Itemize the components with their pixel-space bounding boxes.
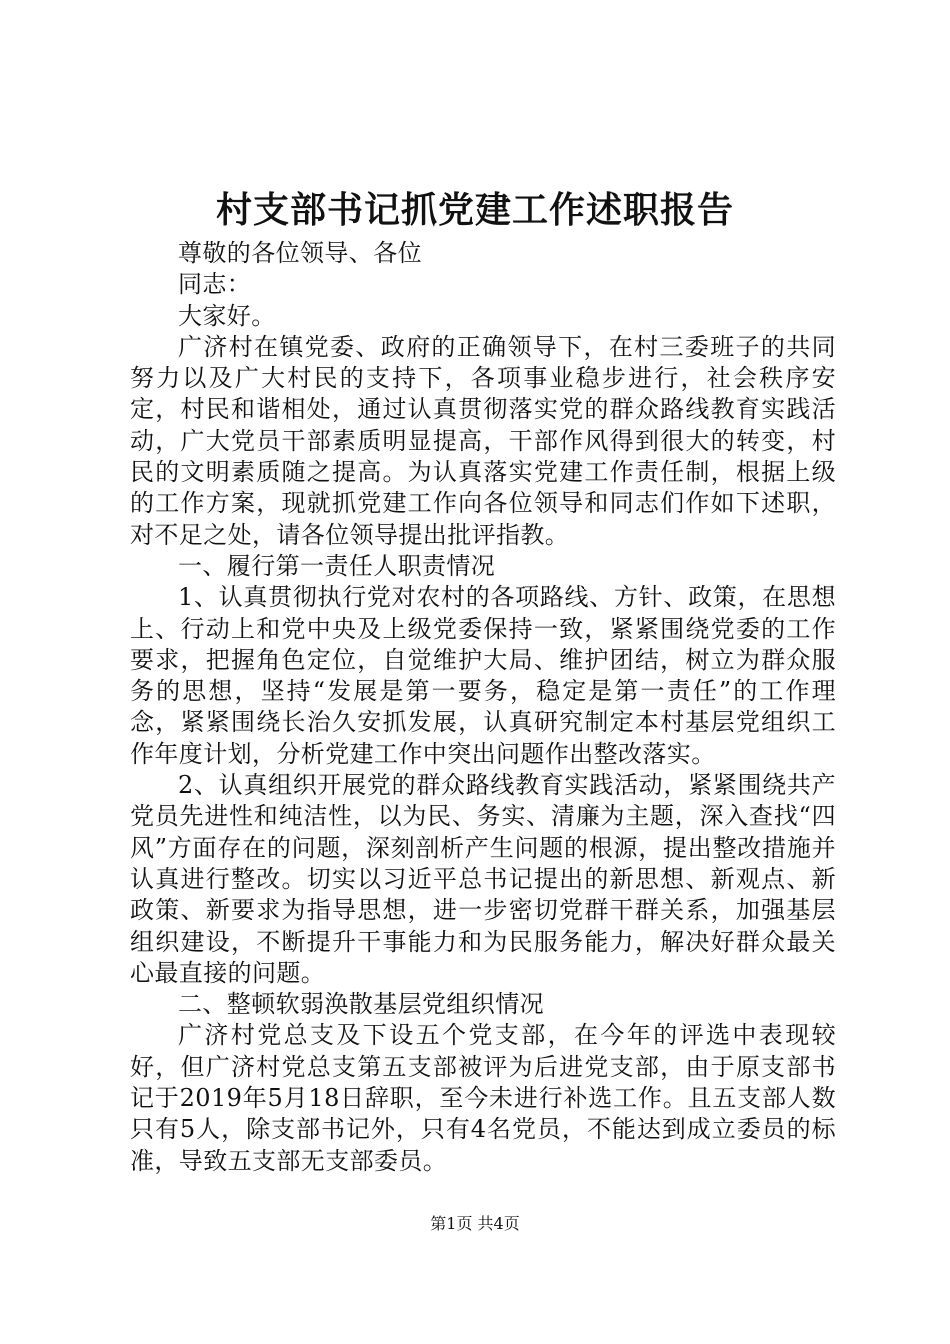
section-heading: 一、履行第一责任人职责情况 <box>178 551 496 580</box>
greeting-line: 大家好。 <box>178 301 276 330</box>
body-paragraph: 2、认真组织开展党的群众路线教育实践活动，紧紧围绕共产党员先进性和纯洁性，以为民、务实、清廉为主题，深入查找“四风”方面存在的问题，深刻剖析产生问题的根源，提出整改措施并认真进行整改。切实以习近平总书记提出的新思想、新观点、新政策、新要求为指导思想，进一步密切党群干群关系，加强基层组织建设，不断提升干事能力和为民服务能力，解决好群众最关心最直接的问题。 <box>130 771 836 987</box>
body-paragraph: 广济村党总支及下设五个党支部，在今年的评选中表现较好，但广济村党总支第五支部被评为后进党支部，由于原支部书记于2019年5月18日辞职，至今未进行补选工作。且五支部人数只有5人，除支部书记外，只有4名党员，不能达到成立委员的标准，导致五支部无支部委员。 <box>130 1021 836 1175</box>
document-title: 村支部书记抓党建工作述职报告 <box>215 189 734 231</box>
section-heading: 二、整顿软弱涣散基层党组织情况 <box>178 990 544 1019</box>
body-paragraph: 1、认真贯彻执行党对农村的各项路线、方针、政策，在思想上、行动上和党中央及上级党委保持一致，紧紧围绕党委的工作要求，把握角色定位，自觉维护大局、维护团结，树立为群众服务的思想，坚持“发展是第一要务，稳定是第一责任”的工作理念，紧紧围绕长治久安抓发展，认真研究制定本村基层党组织工作年度计划，分析党建工作中突出问题作出整改落实。 <box>130 583 836 768</box>
body-paragraph: 广济村在镇党委、政府的正确领导下，在村三委班子的共同努力以及广大村民的支持下，各项事业稳步进行，社会秩序安定，村民和谐相处，通过认真贯彻落实党的群众路线教育实践活动，广大党员干部素质明显提高，干部作风得到很大的转变，村民的文明素质随之提高。为认真落实党建工作责任制，根据上级的工作方案，现就抓党建工作向各位领导和同志们作如下述职，对不足之处，请各位领导提出批评指教。 <box>130 332 836 549</box>
greeting-line: 同志： <box>178 270 252 299</box>
document-body <box>130 238 836 1177</box>
page-footer: 第1页 共4页 <box>430 1214 520 1233</box>
greeting-line: 尊敬的各位领导、各位 <box>178 239 422 267</box>
